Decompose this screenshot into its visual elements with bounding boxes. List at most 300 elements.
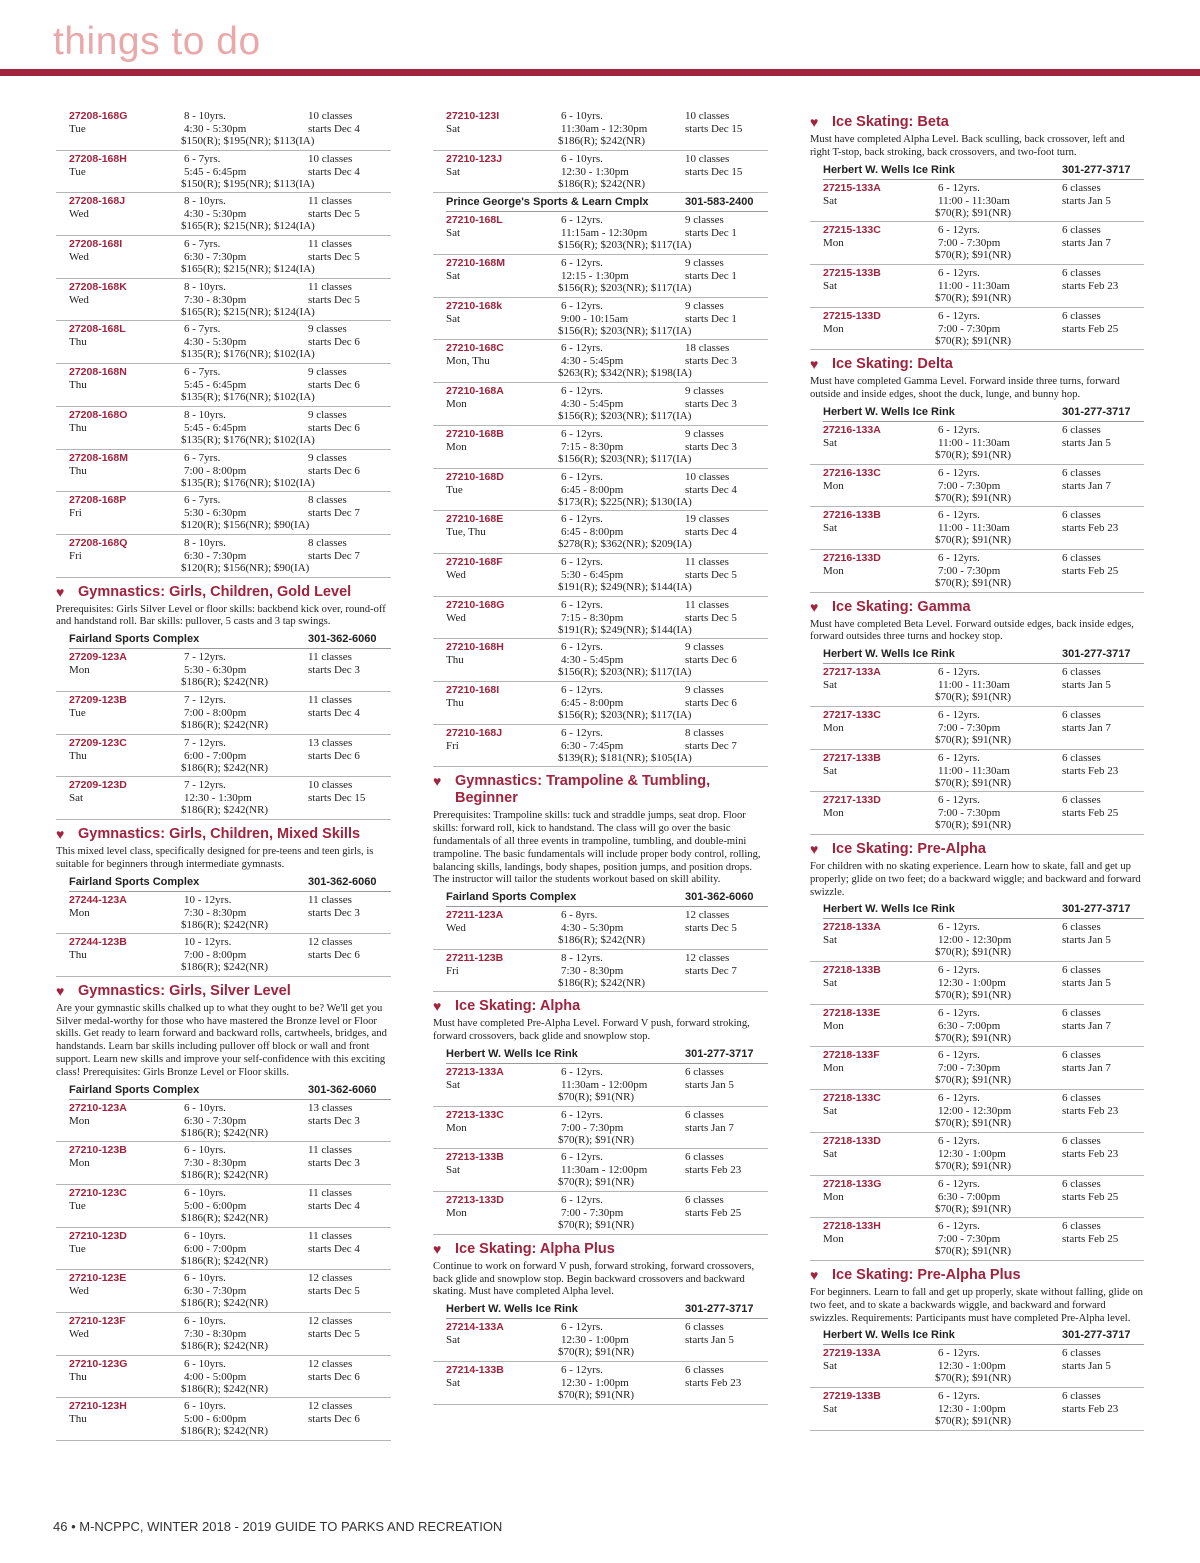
class-start: starts Feb 23 — [1062, 1147, 1119, 1160]
class-code-link[interactable]: 27210-168J — [446, 726, 503, 739]
class-count: 6 classes — [1062, 1177, 1101, 1190]
class-row — [810, 664, 1144, 707]
venue-phone: 301-362-6060 — [685, 891, 754, 904]
class-age: 6 - 10yrs. — [184, 1187, 226, 1200]
section-title — [810, 114, 1144, 131]
class-code-link[interactable]: 27218-133C — [823, 1092, 881, 1105]
heart-icon: ♥ — [810, 1266, 819, 1283]
class-row — [810, 962, 1144, 1005]
class-price: $186(R); $242(NR) — [181, 1425, 269, 1438]
class-code-link[interactable]: 27208-168L — [69, 323, 126, 336]
class-code-link[interactable]: 27213-133A — [446, 1066, 504, 1079]
class-row — [810, 265, 1144, 308]
section-title-text: Ice Skating: Beta — [832, 114, 949, 130]
class-age: 6 - 7yrs. — [184, 238, 221, 251]
class-day: Sat — [446, 1164, 461, 1177]
class-code-link[interactable]: 27211-123A — [446, 909, 504, 922]
class-code-link[interactable]: 27208-168I — [69, 238, 123, 251]
class-start: starts Dec 5 — [685, 611, 737, 624]
class-day: Tue — [69, 1242, 86, 1255]
class-code-link[interactable]: 27214-133A — [446, 1321, 504, 1334]
class-day: Thu — [69, 379, 87, 392]
class-code-link[interactable]: 27217-133A — [823, 666, 881, 679]
class-age: 8 - 10yrs. — [184, 280, 226, 293]
class-code-link[interactable]: 27208-168O — [69, 408, 128, 421]
class-age: 6 - 12yrs. — [561, 726, 603, 739]
class-count: 10 classes — [685, 470, 730, 483]
class-count: 9 classes — [685, 427, 724, 440]
class-row — [433, 725, 768, 768]
class-code-link[interactable]: 27217-133B — [823, 751, 881, 764]
class-code-link[interactable]: 27210-168I — [446, 683, 500, 696]
class-code-link[interactable]: 27210-123A — [69, 1101, 127, 1114]
venue-header — [823, 1328, 1144, 1345]
class-code-link[interactable]: 27210-168L — [446, 214, 503, 227]
class-code-link[interactable]: 27210-123I — [446, 110, 500, 122]
section-title-text: Gymnastics: Girls, Children, Gold Level — [78, 583, 352, 600]
class-count: 6 classes — [1062, 552, 1101, 564]
class-price: $70(R); $91(NR) — [935, 691, 1012, 704]
class-count: 11 classes — [308, 651, 352, 664]
class-price: $186(R); $242(NR) — [181, 1340, 269, 1353]
class-price: $135(R); $176(NR); $102(IA) — [181, 391, 315, 404]
class-row — [433, 511, 768, 554]
class-time: 12:30 - 1:00pm — [561, 1334, 629, 1347]
class-count: 6 classes — [1062, 1006, 1101, 1019]
class-time: 7:00 - 7:30pm — [938, 721, 1001, 734]
class-time: 11:00 - 11:30am — [938, 194, 1010, 207]
class-age: 6 - 12yrs. — [561, 1066, 603, 1079]
class-start: starts Dec 4 — [308, 1242, 360, 1255]
class-age: 10 - 12yrs. — [184, 893, 232, 906]
class-start: starts Dec 6 — [308, 464, 360, 477]
class-time: 7:00 - 7:30pm — [938, 565, 1001, 577]
class-count: 6 classes — [1062, 1092, 1101, 1105]
class-code-link[interactable]: 27210-168k — [446, 299, 503, 312]
class-start: starts Feb 25 — [1062, 322, 1119, 335]
class-code-link[interactable]: 27208-168N — [69, 366, 127, 379]
class-price: $70(R); $91(NR) — [558, 1091, 635, 1104]
class-code-link[interactable]: 27210-168G — [446, 598, 505, 611]
class-code-link[interactable]: 27215-133C — [823, 224, 881, 237]
class-code-link[interactable]: 27208-168J — [69, 195, 126, 208]
class-code-link[interactable]: 27211-123B — [446, 951, 504, 964]
class-code-link[interactable]: 27210-123B — [69, 1144, 127, 1157]
class-row — [56, 1313, 391, 1356]
class-count: 6 classes — [1062, 1220, 1101, 1233]
class-count: 6 classes — [685, 1151, 724, 1164]
class-row — [810, 1218, 1144, 1261]
class-count: 12 classes — [308, 1357, 353, 1370]
class-time: 7:00 - 7:30pm — [938, 1233, 1001, 1246]
class-age: 6 - 12yrs. — [938, 1006, 980, 1019]
section-title-text: Gymnastics: Girls, Silver Level — [78, 982, 291, 999]
class-day: Mon — [823, 322, 844, 335]
class-count: 11 classes — [685, 555, 729, 568]
venue-header — [446, 1047, 768, 1064]
class-code-link[interactable]: 27215-133B — [823, 266, 881, 279]
section-description: Continue to work on forward V push, forward stroking, forward crossovers, back glide and snowplow stop. Begin backward crossovers and backward skating. Must have completed Alpha level. — [433, 1260, 755, 1298]
class-age: 6 - 7yrs. — [184, 152, 221, 165]
class-row — [56, 1398, 391, 1441]
class-code-link[interactable]: 27215-133A — [823, 181, 881, 194]
class-code-link[interactable]: 27210-168H — [446, 641, 504, 654]
class-price: $156(R); $203(NR); $117(IA) — [558, 239, 692, 252]
class-price: $186(R); $242(NR) — [558, 135, 646, 147]
class-age: 6 - 12yrs. — [938, 964, 980, 977]
class-code-link[interactable]: 27218-133G — [823, 1177, 882, 1190]
class-time: 6:45 - 8:00pm — [561, 483, 624, 496]
class-start: starts Feb 23 — [1062, 764, 1119, 777]
class-count: 6 classes — [1062, 921, 1101, 934]
section-title-text: Gymnastics: Girls, Children, Mixed Skills — [78, 825, 361, 842]
class-day: Thu — [69, 464, 87, 477]
class-code-link[interactable]: 27218-133B — [823, 964, 881, 977]
class-start: starts Dec 6 — [308, 1370, 360, 1383]
class-code-link[interactable]: 27213-133D — [446, 1194, 504, 1207]
class-code-link[interactable]: 27208-168K — [69, 280, 127, 293]
class-count: 6 classes — [685, 1108, 724, 1121]
class-price: $135(R); $176(NR); $102(IA) — [181, 348, 315, 361]
class-time: 7:15 - 8:30pm — [561, 440, 624, 453]
class-code-link[interactable]: 27210-168A — [446, 385, 504, 398]
class-start: starts Feb 23 — [685, 1164, 742, 1177]
section-title — [810, 356, 1144, 373]
venue-header — [823, 405, 1144, 422]
class-start: starts Dec 3 — [685, 440, 737, 453]
section-title — [56, 983, 391, 1000]
class-start: starts Jan 5 — [1062, 1360, 1111, 1373]
class-code-link[interactable]: 27210-168D — [446, 470, 504, 483]
venue-phone: 301-362-6060 — [308, 1083, 377, 1096]
class-time: 11:00 - 11:30am — [938, 279, 1010, 292]
class-code-link[interactable]: 27216-133B — [823, 509, 881, 522]
class-age: 6 - 12yrs. — [561, 214, 603, 227]
class-code-link[interactable]: 27216-133C — [823, 466, 881, 479]
class-day: Wed — [446, 611, 466, 624]
section-title — [810, 599, 1144, 616]
class-code-link[interactable]: 27217-133C — [823, 708, 881, 721]
class-price: $191(R); $249(NR); $144(IA) — [558, 580, 692, 593]
class-code-link[interactable]: 27210-168E — [446, 513, 504, 526]
class-age: 6 - 12yrs. — [938, 1220, 980, 1233]
class-start: starts Dec 1 — [685, 312, 737, 325]
class-code-link[interactable]: 27210-123C — [69, 1187, 127, 1200]
class-code-link[interactable]: 27215-133D — [823, 309, 881, 322]
class-count: 10 classes — [308, 779, 353, 792]
class-start: starts Dec 4 — [685, 483, 737, 496]
class-day: Mon, Thu — [446, 355, 490, 368]
class-age: 7 - 12yrs. — [184, 736, 226, 749]
class-code-link[interactable]: 27210-123H — [69, 1400, 127, 1413]
class-time: 7:00 - 7:30pm — [938, 237, 1001, 250]
class-start: starts Dec 4 — [685, 526, 737, 539]
class-count: 12 classes — [685, 909, 730, 922]
class-code-link[interactable]: 27210-168M — [446, 257, 505, 270]
class-day: Mon — [823, 721, 844, 734]
class-code-link[interactable]: 27210-168B — [446, 427, 504, 440]
class-age: 6 - 12yrs. — [938, 794, 980, 807]
class-day: Mon — [446, 398, 467, 411]
class-code-link[interactable]: 27216-133D — [823, 552, 881, 564]
class-age: 6 - 12yrs. — [561, 385, 603, 398]
class-count: 10 classes — [308, 110, 353, 122]
class-day: Fri — [446, 739, 459, 752]
class-code-link[interactable]: 27208-168Q — [69, 536, 128, 549]
class-count: 9 classes — [308, 408, 347, 421]
section-title — [810, 841, 1144, 858]
class-day: Thu — [69, 336, 87, 349]
class-start: starts Dec 5 — [308, 1285, 360, 1298]
class-code-link[interactable]: 27210-123G — [69, 1357, 128, 1370]
class-time: 6:45 - 8:00pm — [561, 526, 624, 539]
class-start: starts Jan 5 — [1062, 436, 1111, 449]
class-time: 11:30am - 12:30pm — [561, 123, 648, 135]
class-row — [56, 321, 391, 364]
class-code-link[interactable]: 27210-123J — [446, 152, 503, 165]
class-count: 9 classes — [308, 366, 347, 379]
venue-header — [446, 1302, 768, 1319]
class-count: 12 classes — [308, 936, 353, 949]
venue-name: Herbert W. Wells Ice Rink — [823, 648, 955, 661]
class-row — [56, 108, 391, 151]
class-code-link[interactable]: 27208-168P — [69, 494, 127, 507]
heart-icon: ♥ — [433, 998, 442, 1015]
class-price: $263(R); $342(NR); $198(IA) — [558, 367, 692, 380]
section-title — [433, 998, 768, 1015]
class-price: $70(R); $91(NR) — [935, 206, 1012, 219]
class-age: 6 - 12yrs. — [938, 1092, 980, 1105]
class-count: 6 classes — [1062, 1347, 1101, 1360]
class-day: Mon — [823, 479, 844, 492]
class-code-link[interactable]: 27213-133B — [446, 1151, 504, 1164]
section-title-text: Ice Skating: Delta — [832, 356, 953, 373]
class-time: 6:00 - 7:00pm — [184, 749, 247, 762]
class-code-link[interactable]: 27214-133B — [446, 1363, 504, 1376]
class-row — [56, 649, 391, 692]
class-row — [56, 279, 391, 322]
class-day: Mon — [446, 1207, 467, 1220]
venue-header — [446, 890, 768, 907]
class-start: starts Jan 5 — [1062, 934, 1111, 947]
class-price: $156(R); $203(NR); $117(IA) — [558, 410, 692, 423]
class-start: starts Jan 5 — [1062, 977, 1111, 990]
class-age: 6 - 12yrs. — [561, 1151, 603, 1164]
class-row — [56, 735, 391, 778]
class-time: 7:00 - 7:30pm — [938, 479, 1001, 492]
class-time: 7:00 - 8:00pm — [184, 464, 247, 477]
class-row — [810, 1133, 1144, 1176]
class-day: Mon — [69, 1157, 90, 1170]
heart-icon: ♥ — [56, 583, 65, 600]
section-description: Must have completed Pre-Alpha Level. Forward V push, forward stroking, forward crossovers, back glide and snowplow stop. — [433, 1018, 750, 1043]
class-count: 6 classes — [1062, 466, 1101, 479]
class-start: starts Dec 4 — [308, 123, 360, 135]
class-code-link[interactable]: 27219-133B — [823, 1390, 881, 1402]
class-code-link[interactable]: 27217-133D — [823, 794, 881, 807]
class-row — [56, 535, 391, 578]
class-start: starts Dec 3 — [308, 664, 360, 677]
class-code-link[interactable]: 27216-133A — [823, 423, 881, 436]
class-price: $70(R); $91(NR) — [935, 1159, 1012, 1172]
class-start: starts Feb 25 — [1062, 1190, 1119, 1203]
class-time: 11:00 - 11:30am — [938, 436, 1010, 449]
class-age: 6 - 12yrs. — [938, 708, 980, 721]
class-day: Mon — [69, 664, 90, 677]
heart-icon: ♥ — [56, 982, 65, 999]
class-code-link[interactable]: 27209-123D — [69, 779, 127, 792]
class-day: Mon — [823, 1233, 844, 1246]
class-day: Tue — [69, 123, 86, 135]
class-count: 12 classes — [308, 1272, 353, 1285]
class-age: 6 - 10yrs. — [184, 1101, 226, 1114]
class-price: $70(R); $91(NR) — [935, 491, 1012, 504]
class-code-link[interactable]: 27218-133E — [823, 1006, 881, 1019]
class-start: starts Dec 5 — [308, 251, 360, 264]
venue-phone: 301-583-2400 — [685, 196, 754, 209]
class-code-link[interactable]: 27209-123C — [69, 736, 127, 749]
class-age: 8 - 10yrs. — [184, 195, 226, 208]
class-price: $186(R); $242(NR) — [181, 1169, 269, 1182]
class-age: 6 - 12yrs. — [561, 257, 603, 270]
class-price: $70(R); $91(NR) — [935, 291, 1012, 304]
venue-header — [823, 647, 1144, 664]
class-start: starts Feb 25 — [685, 1207, 742, 1220]
class-code-link[interactable]: 27244-123B — [69, 936, 127, 949]
class-price: $70(R); $91(NR) — [935, 1074, 1012, 1087]
class-price: $70(R); $91(NR) — [935, 249, 1012, 262]
class-row — [810, 465, 1144, 508]
class-age: 7 - 12yrs. — [184, 693, 226, 706]
class-age: 6 - 12yrs. — [561, 470, 603, 483]
class-age: 6 - 12yrs. — [938, 1134, 980, 1147]
class-row — [56, 450, 391, 493]
heart-icon: ♥ — [810, 114, 819, 130]
class-price: $70(R); $91(NR) — [935, 946, 1012, 959]
page-title: things to do — [53, 20, 261, 63]
class-age: 6 - 10yrs. — [561, 110, 603, 122]
class-price: $186(R); $242(NR) — [181, 1212, 269, 1225]
section-description: This mixed level class, specifically designed for pre-teens and teen girls, is suitable for beginners through intermediate gymnasts. — [56, 845, 374, 870]
class-day: Fri — [446, 964, 459, 977]
venue-phone: 301-277-3717 — [685, 1303, 754, 1316]
class-age: 8 - 10yrs. — [184, 536, 226, 549]
class-day: Sat — [446, 1376, 461, 1389]
class-start: starts Jan 7 — [685, 1121, 734, 1134]
class-price: $156(R); $203(NR); $117(IA) — [558, 324, 692, 337]
class-price: $70(R); $91(NR) — [935, 448, 1012, 461]
class-age: 6 - 12yrs. — [561, 1108, 603, 1121]
class-code-link[interactable]: 27218-133F — [823, 1049, 880, 1062]
class-count: 9 classes — [308, 451, 347, 464]
class-age: 6 - 7yrs. — [184, 323, 221, 336]
class-code-link[interactable]: 27210-123E — [69, 1272, 127, 1285]
class-count: 11 classes — [308, 280, 352, 293]
class-price: $70(R); $91(NR) — [935, 334, 1012, 347]
class-row — [56, 777, 391, 820]
class-time: 11:30am - 12:00pm — [561, 1079, 648, 1092]
class-code-link[interactable]: 27218-133A — [823, 921, 881, 934]
class-code-link[interactable]: 27208-168M — [69, 451, 128, 464]
venue-name: Herbert W. Wells Ice Rink — [823, 405, 955, 418]
class-start: starts Feb 23 — [1062, 522, 1119, 535]
class-day: Mon — [69, 906, 90, 919]
class-start: starts Jan 5 — [1062, 194, 1111, 207]
class-code-link[interactable]: 27208-168H — [69, 152, 127, 165]
class-code-link[interactable]: 27218-133H — [823, 1220, 881, 1233]
class-start: starts Dec 6 — [308, 421, 360, 434]
class-code-link[interactable]: 27209-123A — [69, 651, 127, 664]
class-code-link[interactable]: 27208-168G — [69, 110, 128, 122]
section-title-text: Ice Skating: Gamma — [832, 598, 971, 615]
venue-header — [446, 195, 768, 212]
class-code-link[interactable]: 27209-123B — [69, 693, 127, 706]
class-time: 4:30 - 5:45pm — [561, 654, 624, 667]
class-price: $165(R); $215(NR); $124(IA) — [181, 263, 315, 276]
venue-header — [69, 1083, 391, 1100]
class-code-link[interactable]: 27210-123F — [69, 1315, 126, 1328]
class-code-link[interactable]: 27210-123D — [69, 1229, 127, 1242]
class-count: 11 classes — [308, 1144, 352, 1157]
class-age: 6 - 12yrs. — [938, 509, 980, 522]
class-day: Sat — [823, 194, 838, 207]
class-count: 6 classes — [685, 1321, 724, 1334]
class-code-link[interactable]: 27210-168C — [446, 342, 504, 355]
class-row — [810, 180, 1144, 223]
class-day: Sat — [823, 934, 838, 947]
class-count: 6 classes — [1062, 708, 1101, 721]
class-price: $165(R); $215(NR); $124(IA) — [181, 305, 315, 318]
class-count: 6 classes — [1062, 224, 1101, 237]
class-row — [810, 308, 1144, 351]
class-code-link[interactable]: 27244-123A — [69, 893, 127, 906]
class-age: 6 - 12yrs. — [938, 309, 980, 322]
heart-icon: ♥ — [433, 773, 442, 790]
class-start: starts Dec 4 — [308, 1200, 360, 1213]
section-title-text: Gymnastics: Trampoline & Tumbling, Beginner — [455, 773, 711, 807]
class-age: 6 - 7yrs. — [184, 366, 221, 379]
class-start: starts Dec 6 — [308, 1413, 360, 1426]
class-row — [433, 597, 768, 640]
class-code-link[interactable]: 27219-133A — [823, 1347, 881, 1360]
class-start: starts Jan 7 — [1062, 721, 1111, 734]
class-age: 6 - 12yrs. — [561, 1194, 603, 1207]
class-day: Thu — [446, 654, 464, 667]
class-price: $70(R); $91(NR) — [935, 1031, 1012, 1044]
class-time: 7:30 - 8:30pm — [184, 293, 247, 306]
class-count: 9 classes — [308, 323, 347, 336]
class-start: starts Dec 6 — [308, 949, 360, 962]
class-code-link[interactable]: 27210-168F — [446, 555, 503, 568]
class-age: 6 - 12yrs. — [938, 224, 980, 237]
class-row — [56, 236, 391, 279]
class-start: starts Jan 7 — [1062, 237, 1111, 250]
class-day: Wed — [69, 1285, 89, 1298]
class-day: Sat — [823, 436, 838, 449]
class-code-link[interactable]: 27213-133C — [446, 1108, 504, 1121]
class-start: starts Feb 25 — [1062, 807, 1119, 820]
class-day: Sat — [823, 1105, 838, 1118]
class-row — [433, 1107, 768, 1150]
class-time: 5:45 - 6:45pm — [184, 379, 247, 392]
class-start: starts Dec 4 — [308, 706, 360, 719]
class-age: 6 - 12yrs. — [938, 921, 980, 934]
class-row — [56, 1228, 391, 1271]
class-row — [56, 193, 391, 236]
class-row — [56, 1356, 391, 1399]
class-code-link[interactable]: 27218-133D — [823, 1134, 881, 1147]
page-footer: 46 • M-NCPPC, WINTER 2018 - 2019 GUIDE TO PARKS AND RECREATION — [53, 1519, 503, 1534]
